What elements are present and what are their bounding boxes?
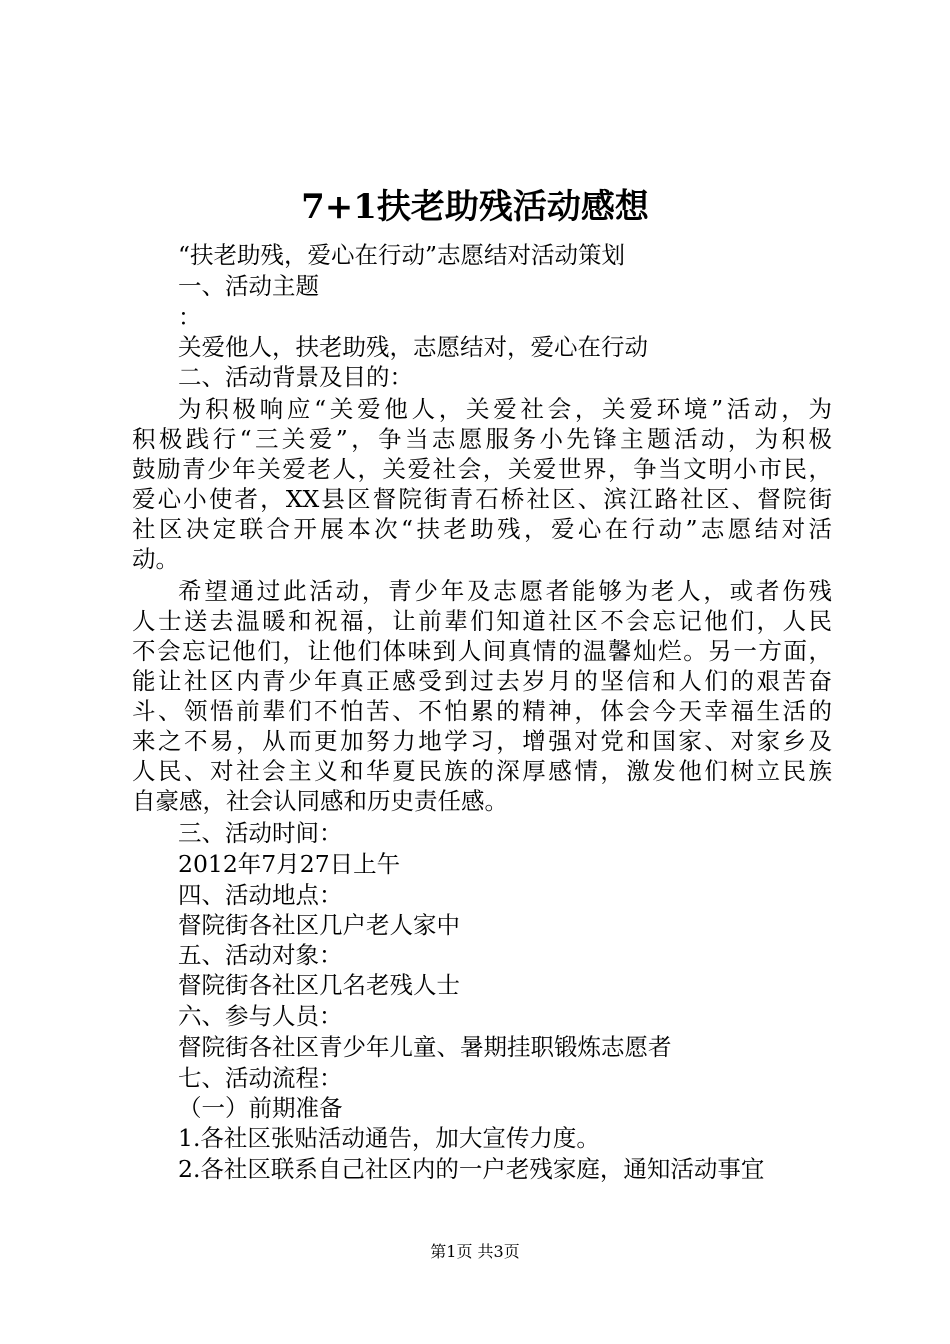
section-heading-location: 四、活动地点： <box>178 881 343 909</box>
paragraph-line: 不会忘记他们，让他们体味到人间真情的温馨灿烂。另一方面， <box>132 637 832 665</box>
time-text: 2012年7月27日上午 <box>178 850 401 878</box>
list-item: 2.各社区联系自己社区内的一户老残家庭，通知活动事宜 <box>178 1155 765 1183</box>
paragraph-line: 鼓励青少年关爱老人，关爱社会，关爱世界，争当文明小市民， <box>132 455 832 483</box>
participants-text: 督院街各社区青少年儿童、暑期挂职锻炼志愿者 <box>178 1033 672 1061</box>
paragraph-line: 爱心小使者，XX县区督院街青石桥社区、滨江路社区、督院街 <box>132 485 832 513</box>
plan-heading: “扶老助残，爱心在行动”志愿结对活动策划 <box>178 241 626 269</box>
section-heading-process: 七、活动流程： <box>178 1064 343 1092</box>
section-heading-participants: 六、参与人员： <box>178 1002 343 1030</box>
paragraph-line: 自豪感，社会认同感和历史责任感。 <box>132 787 508 815</box>
list-item: 1.各社区张贴活动通告，加大宣传力度。 <box>178 1124 600 1152</box>
section-heading-theme: 一、活动主题 <box>178 272 319 300</box>
paragraph-line: 为积极响应“关爱他人，关爱社会，关爱环境”活动，为 <box>178 395 832 423</box>
section-heading-target: 五、活动对象： <box>178 941 343 969</box>
paragraph-line: 动。 <box>132 545 179 573</box>
paragraph-line: 斗、领悟前辈们不怕苦、不怕累的精神，体会今天幸福生活的 <box>132 697 832 725</box>
paragraph-line: 人士送去温暖和祝福，让前辈们知道社区不会忘记他们，人民 <box>132 607 832 635</box>
paragraph-line: 积极践行“三关爱”，争当志愿服务小先锋主题活动，为积极 <box>132 425 832 453</box>
section-heading-background: 二、活动背景及目的： <box>178 363 413 391</box>
subheading-preparation: （一）前期准备 <box>178 1094 343 1122</box>
document-title: 7+1扶老助残活动感想 <box>301 187 649 227</box>
theme-text: 关爱他人，扶老助残，志愿结对，爱心在行动 <box>178 333 648 361</box>
section-heading-time: 三、活动时间： <box>178 819 343 847</box>
colon-line: ： <box>178 303 202 331</box>
paragraph-line: 希望通过此活动，青少年及志愿者能够为老人，或者伤残 <box>178 577 832 605</box>
paragraph-line: 能让社区内青少年真正感受到过去岁月的坚信和人们的艰苦奋 <box>132 667 832 695</box>
paragraph-line: 社区决定联合开展本次“扶老助残，爱心在行动”志愿结对活 <box>132 515 832 543</box>
location-text: 督院街各社区几户老人家中 <box>178 911 460 939</box>
paragraph-line: 来之不易，从而更加努力地学习，增强对党和国家、对家乡及 <box>132 727 832 755</box>
page-number: 第1页 共3页 <box>430 1242 520 1261</box>
target-text: 督院街各社区几名老残人士 <box>178 971 460 999</box>
paragraph-line: 人民、对社会主义和华夏民族的深厚感情，激发他们树立民族 <box>132 757 832 785</box>
